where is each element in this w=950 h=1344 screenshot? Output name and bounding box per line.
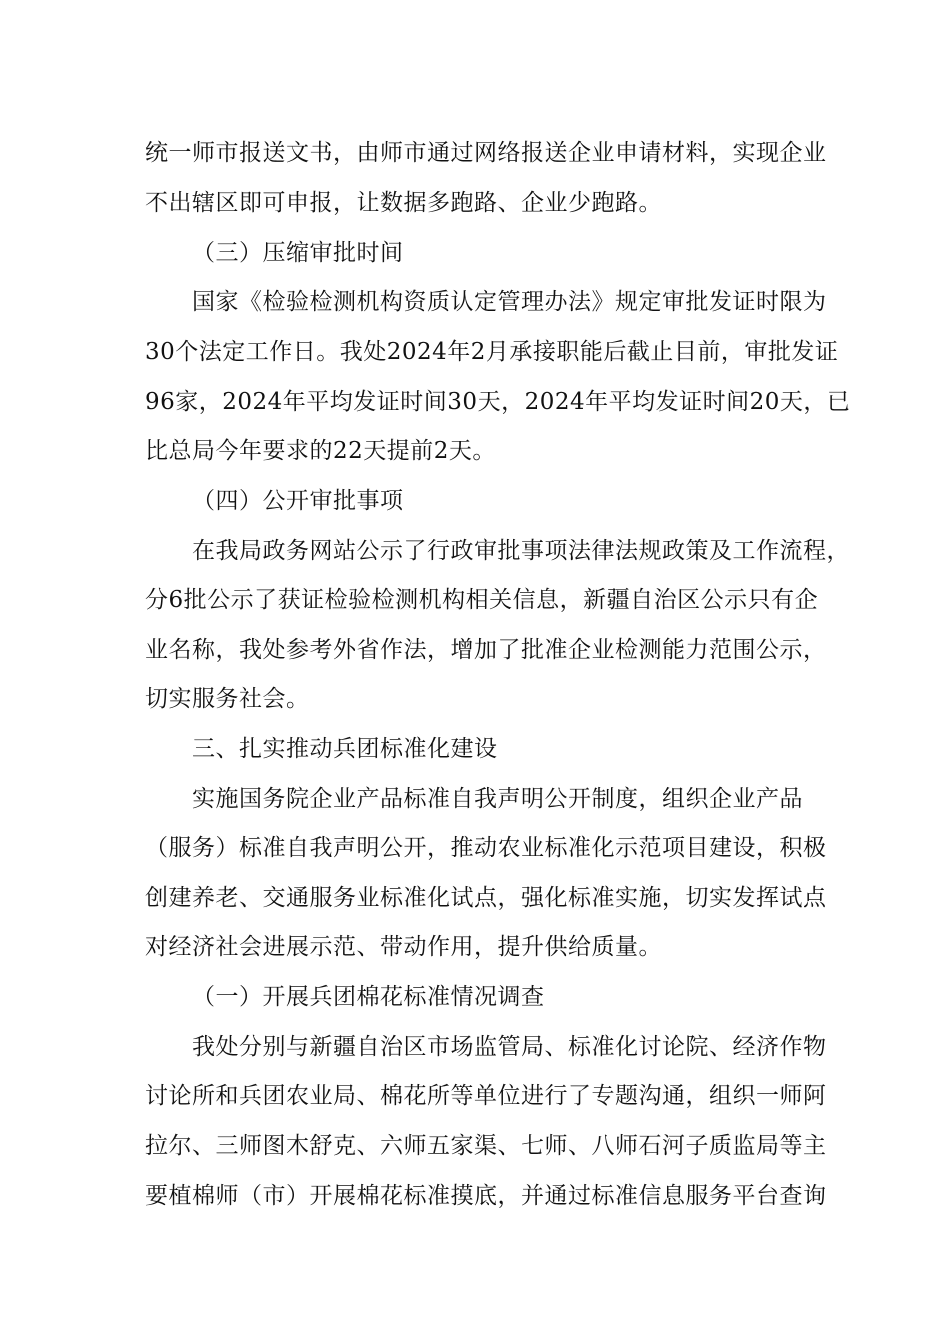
paragraph-line: （服务）标准自我声明公开，推动农业标准化示范项目建设，积极 <box>145 835 827 861</box>
paragraph-line: 分6批公示了获证检验检测机构相关信息，新疆自治区公示只有企 <box>145 587 819 613</box>
paragraph-line: 要植棉师（市）开展棉花标准摸底，并通过标准信息服务平台查询 <box>145 1183 827 1209</box>
paragraph-line: 拉尔、三师图木舒克、六师五家渠、七师、八师石河子质监局等主 <box>145 1133 827 1159</box>
section-heading: （一）开展兵团棉花标准情况调查 <box>192 984 545 1010</box>
paragraph-line: 不出辖区即可申报，让数据多跑路、企业少跑路。 <box>145 190 662 216</box>
section-heading: 三、扎实推动兵团标准化建设 <box>192 736 498 762</box>
paragraph-line: 对经济社会进展示范、带动作用，提升供给质量。 <box>145 934 662 960</box>
section-heading: （四）公开审批事项 <box>192 488 404 514</box>
paragraph-line: 比总局今年要求的22天提前2天。 <box>145 438 496 464</box>
paragraph-line: 创建养老、交通服务业标准化试点，强化标准实施，切实发挥试点 <box>145 885 827 911</box>
paragraph-line: 在我局政务网站公示了行政审批事项法律法规政策及工作流程， <box>192 538 850 564</box>
paragraph-line: 30个法定工作日。我处2024年2月承接职能后截止目前，审批发证 <box>145 339 839 365</box>
paragraph-line: 切实服务社会。 <box>145 686 310 712</box>
paragraph-line: 国家《检验检测机构资质认定管理办法》规定审批发证时限为 <box>192 289 827 315</box>
paragraph-line: 讨论所和兵团农业局、棉花所等单位进行了专题沟通，组织一师阿 <box>145 1083 827 1109</box>
section-heading: （三）压缩审批时间 <box>192 240 404 266</box>
paragraph-line: 我处分别与新疆自治区市场监管局、标准化讨论院、经济作物 <box>192 1034 827 1060</box>
paragraph-line: 实施国务院企业产品标准自我声明公开制度，组织企业产品 <box>192 786 803 812</box>
paragraph-line: 统一师市报送文书，由师市通过网络报送企业申请材料，实现企业 <box>145 140 827 166</box>
paragraph-line: 业名称，我处参考外省作法，增加了批准企业检测能力范围公示， <box>145 637 827 663</box>
paragraph-line: 96家，2024年平均发证时间30天，2024年平均发证时间20天，已 <box>145 389 851 415</box>
